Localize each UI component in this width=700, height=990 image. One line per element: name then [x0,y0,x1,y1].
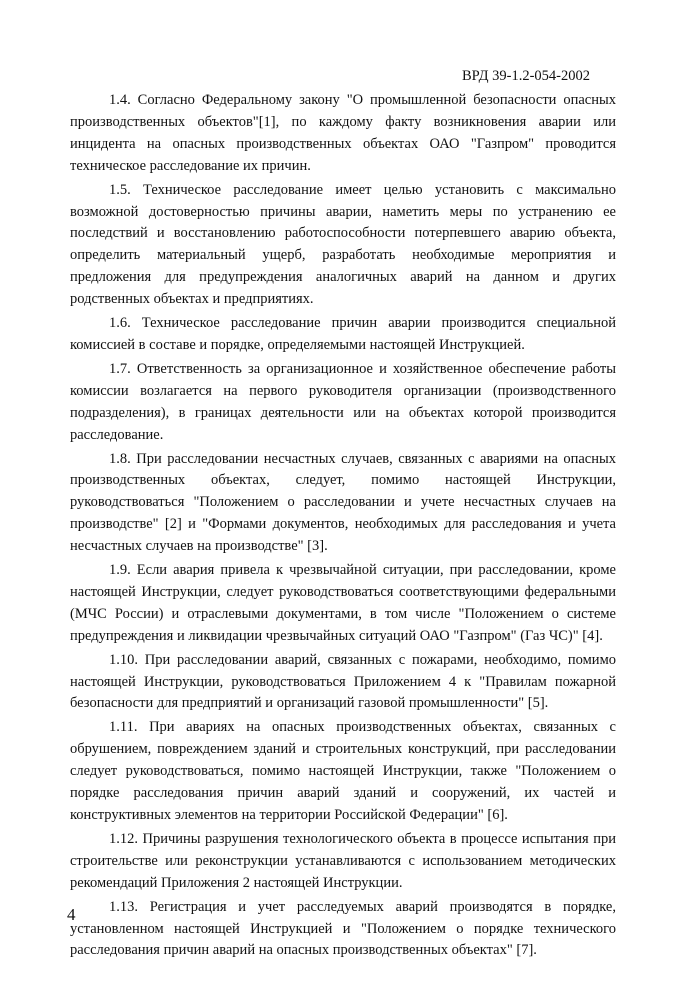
paragraph-1-12: 1.12. Причины разрушения технологического объекта в процессе испытания при строительстве или реконструкции устанавливаются с использованием методических рекомендаций Приложения 2 настоящей Инструкции. [70,830,616,891]
paragraph-1-8: 1.8. При расследовании несчастных случаев, связанных с авариями на опасных производственных объектах, следует, помимо настоящей Инструкции, руководствоваться "Положением о расследовании и учете несчастных случаев на производстве" [2] и "Формами документов, необходимых для расследования и учета несчастных случаев на производстве" [3]. [70,450,616,555]
paragraph-1-5: 1.5. Техническое расследование имеет целью установить с максимально возможной достоверностью причины аварии, наметить меры по устранению ее последствий и восстановлению работоспособности потерпевшего аварию объекта, определить материальный ущерб, разработать необходимые мероприятия и предложения для предупреждения аналогичных аварий на данном и других родственных объектах и предприятиях. [70,181,616,308]
page-number: 4 [67,905,76,924]
paragraph-1-9: 1.9. Если авария привела к чрезвычайной ситуации, при расследовании, кроме настоящей Инструкции, следует руководствоваться соответствующими федеральными (МЧС России) и отраслевыми документами, в том числе "Положением о системе предупреждения и ликвидации чрезвычайных ситуаций ОАО "Газпром" (Газ ЧС)" [4]. [70,562,616,644]
paragraph-1-10: 1.10. При расследовании аварий, связанных с пожарами, необходимо, помимо настоящей Инструкции, руководствоваться Приложением 4 к "Правилам пожарной безопасности для предприятий и организаций газовой промышленности" [5]. [70,651,616,712]
paragraph-1-6: 1.6. Техническое расследование причин аварии производится специальной комиссией в составе и порядке, определяемыми настоящей Инструкцией. [70,315,616,353]
paragraph-1-7: 1.7. Ответственность за организационное и хозяйственное обеспечение работы комиссии возлагается на первого руководителя организации (производственного подразделения), в границах деятельности или на объектах которой производится расследование. [70,360,616,443]
paragraph-1-11: 1.11. При авариях на опасных производственных объектах, связанных с обрушением, повреждением зданий и строительных конструкций, при расследовании следует руководствоваться, помимо настоящей Инструкции, также "Положением о порядке расследования причин аварий зданий и сооружений, их частей и конструктивных элементов на территории Российской Федерации" [6]. [70,719,616,823]
document-body [70,90,616,964]
paragraph-1-13: 1.13. Регистрация и учет расследуемых аварий производятся в порядке, установленном настоящей Инструкцией и "Положением о порядке технического расследования причин аварий на опасных производственных объектах" [7]. [70,898,616,959]
document-code-header: ВРД 39-1.2-054-2002 [461,68,590,84]
paragraph-1-4: 1.4. Согласно Федеральному закону "О промышленной безопасности опасных производственных объектов"[1], по каждому факту возникновения аварии или инцидента на опасных производственных объектах ОАО "Газпром" проводится техническое расследование их причин. [70,92,616,174]
